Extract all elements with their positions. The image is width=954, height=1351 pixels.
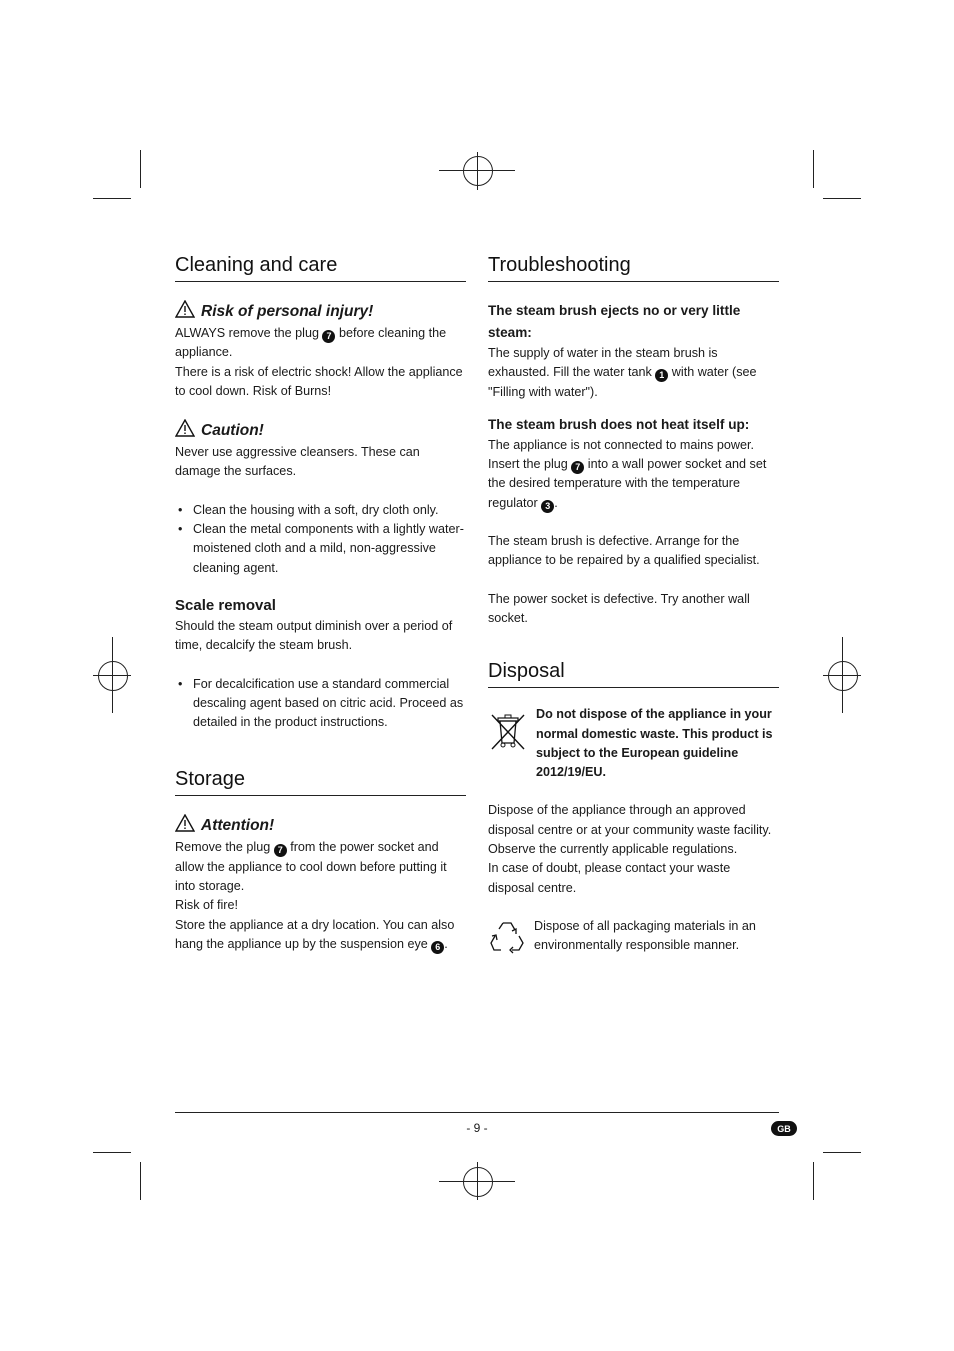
disposal-warning-text: Do not dispose of the appliance in your normal domestic waste. This product is subject to the European guideline 2012/19/EU.: [536, 707, 773, 780]
scale-removal-heading: Scale removal: [175, 596, 276, 614]
warning-triangle-icon: [175, 300, 195, 323]
part-number-badge: 1: [655, 369, 668, 382]
page-number: - 9 -: [466, 1121, 488, 1135]
trouble-item-1-text: The supply of water in the steam brush is exhausted. Fill the water tank 1 with water (see "Filling with water").: [488, 346, 757, 399]
cleaning-bullets: [175, 501, 466, 578]
part-number-badge: 7: [571, 461, 584, 474]
crop-mark: [813, 150, 814, 188]
part-number-badge: 7: [322, 330, 335, 343]
language-badge: GB: [771, 1121, 797, 1136]
warning-triangle-icon: [175, 814, 195, 837]
right-column: [488, 252, 779, 960]
part-number-badge: 3: [541, 500, 554, 513]
crop-mark: [93, 198, 131, 199]
disposal-text-1: Dispose of the appliance through an approved disposal centre or at your community waste facility. Observe the currently applicable regulations.: [488, 803, 772, 857]
recycling-icon: [488, 917, 526, 960]
list-item: • Clean the housing with a soft, dry cloth only.: [175, 501, 466, 520]
trouble-item-2-text: The appliance is not connected to mains power. Insert the plug 7 into a wall power socket and set the desired temperature with the temperature regulator 3 .: [488, 437, 767, 511]
list-item: • For decalcification use a standard commercial descaling agent based on citric acid. Proceed as detailed in the product instructions.: [175, 675, 466, 733]
part-number-badge: 7: [274, 844, 287, 857]
scale-removal-text: Should the steam output diminish over a period of time, decalcify the steam brush.: [175, 618, 453, 653]
packaging-text: Dispose of all packaging materials in an environmentally responsible manner.: [534, 918, 756, 953]
list-item: • Clean the metal components with a lightly water-moistened cloth and a mild, non-aggressive cleaning agent.: [175, 520, 466, 578]
crop-mark: [823, 1152, 861, 1153]
caution-heading: Caution!: [175, 419, 466, 442]
trouble-item-2-heading: The steam brush does not heat itself up:: [488, 416, 750, 432]
risk-warning-heading: Risk of personal injury!: [175, 300, 466, 323]
attention-text-3: Store the appliance at a dry location. You can also hang the appliance up by the suspension eye 6 .: [175, 917, 455, 952]
risk-text: ALWAYS remove the plug 7 before cleaning the appliance.: [175, 326, 447, 360]
crop-mark: [140, 1162, 141, 1200]
footer-rule: [175, 1112, 779, 1113]
trouble-item-1-heading: The steam brush ejects no or very little steam:: [488, 303, 741, 340]
caution-text: Never use aggressive cleansers. These can damage the surfaces.: [175, 445, 420, 479]
disposal-weee-notice: [488, 705, 779, 782]
crossed-out-wheelie-bin-icon: [488, 705, 528, 756]
crop-mark: [813, 1162, 814, 1200]
crop-mark: [823, 198, 861, 199]
disposal-text-2: In case of doubt, please contact your waste disposal centre.: [488, 861, 731, 895]
attention-text-2: Risk of fire!: [175, 898, 238, 913]
section-title-troubleshooting: Troubleshooting: [488, 252, 779, 282]
warning-triangle-icon: [175, 419, 195, 442]
section-title-cleaning: Cleaning and care: [175, 252, 466, 282]
crop-mark: [140, 150, 141, 188]
risk-text-2: There is a risk of electric shock! Allow the appliance to cool down. Risk of Burns!: [175, 364, 463, 398]
section-title-disposal: Disposal: [488, 658, 779, 688]
section-title-storage: Storage: [175, 766, 466, 796]
left-column: [175, 252, 466, 954]
crop-mark: [93, 1152, 131, 1153]
trouble-item-2-text-3: The power socket is defective. Try another wall socket.: [488, 591, 750, 625]
trouble-item-2-text-2: The steam brush is defective. Arrange for the appliance to be repaired by a qualified specialist.: [488, 534, 760, 568]
packaging-disposal-notice: [488, 917, 779, 960]
attention-heading: Attention!: [175, 814, 466, 837]
part-number-badge: 6: [431, 941, 444, 954]
attention-text: Remove the plug 7 from the power socket and allow the appliance to cool down before putting it into storage.: [175, 840, 447, 894]
